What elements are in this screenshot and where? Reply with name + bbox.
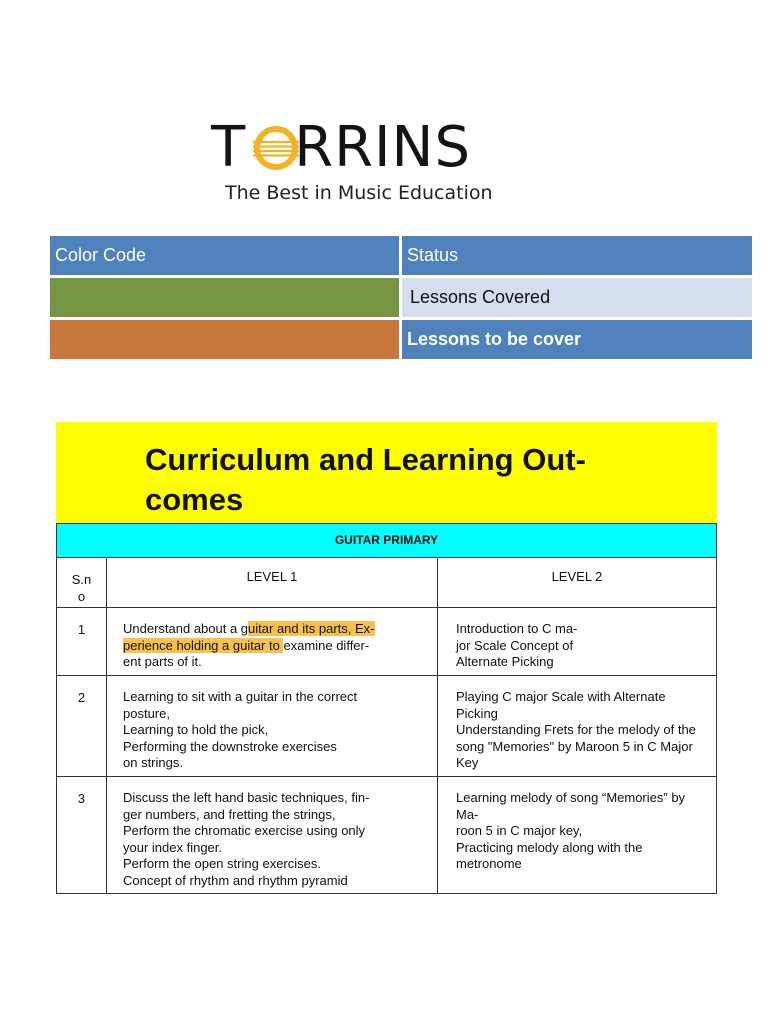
curriculum-title-line-2: comes [145, 482, 244, 517]
logo-wordmark [211, 116, 471, 180]
curriculum-title [145, 440, 665, 520]
level-1-cell: Discuss the left hand basic techniques, fin- ger numbers, and fretting the strings, Perform the chromatic exercise using only your index finger. Perform the open string exercises. Concept of rhythm and rhythm pyramid [107, 777, 438, 894]
guitar-soundhole-icon [253, 125, 299, 171]
logo-brand-left: T [211, 115, 247, 180]
highlighted-text: uitar and its parts, [248, 621, 355, 636]
row-number: 1 [57, 608, 107, 676]
color-swatch-green [50, 278, 399, 317]
status-lessons-covered: Lessons Covered [402, 278, 752, 317]
curriculum-banner [56, 422, 717, 523]
highlighted-text: Ex- [355, 621, 375, 636]
row-number: 3 [57, 777, 107, 894]
table-header-row [57, 558, 717, 608]
column-header-level-2: LEVEL 2 [438, 558, 717, 608]
color-swatch-orange [50, 320, 399, 359]
color-code-row-to-cover [50, 320, 752, 359]
row-number: 2 [57, 676, 107, 777]
table-caption: GUITAR PRIMARY [57, 524, 717, 558]
level-2-cell: Playing C major Scale with Alternate Picking Understanding Frets for the melody of the song "Memories" by Maroon 5 in C Major Key [438, 676, 717, 777]
torrins-logo [211, 116, 491, 212]
level-2-cell: Learning melody of song “Memories” by Ma- roon 5 in C major key, Practicing melody along with the metronome [438, 777, 717, 894]
logo-tagline: The Best in Music Education [225, 182, 493, 204]
level-1-text: Understand about a guitar and its parts, Ex- perience holding a guitar to examine differ- ent parts of it. [123, 621, 375, 669]
status-header: Status [402, 236, 752, 275]
level-2-cell: Introduction to C ma- jor Scale Concept of Alternate Picking [438, 608, 717, 676]
logo-brand-right: RRINS [294, 115, 471, 180]
level-1-cell [107, 608, 438, 676]
table-row [57, 676, 717, 777]
curriculum-title-line-1: Curriculum and Learning Out- [145, 442, 586, 477]
column-header-level-1: LEVEL 1 [107, 558, 438, 608]
table-row [57, 777, 717, 894]
color-code-header-row [50, 236, 752, 275]
table-row [57, 608, 717, 676]
highlighted-text: perience holding a guitar to [123, 637, 284, 653]
status-lessons-to-be-covered: Lessons to be cover [402, 320, 752, 359]
column-header-sno: S.n o [57, 558, 107, 608]
color-code-row-covered [50, 278, 752, 317]
level-1-cell: Learning to sit with a guitar in the correct posture, Learning to hold the pick, Performing the downstroke exercises on strings. [107, 676, 438, 777]
color-code-table [50, 236, 752, 362]
curriculum-table [56, 523, 717, 894]
color-code-header: Color Code [50, 236, 399, 275]
level-1-tail-text: examine differ- ent parts of it. [123, 637, 370, 669]
